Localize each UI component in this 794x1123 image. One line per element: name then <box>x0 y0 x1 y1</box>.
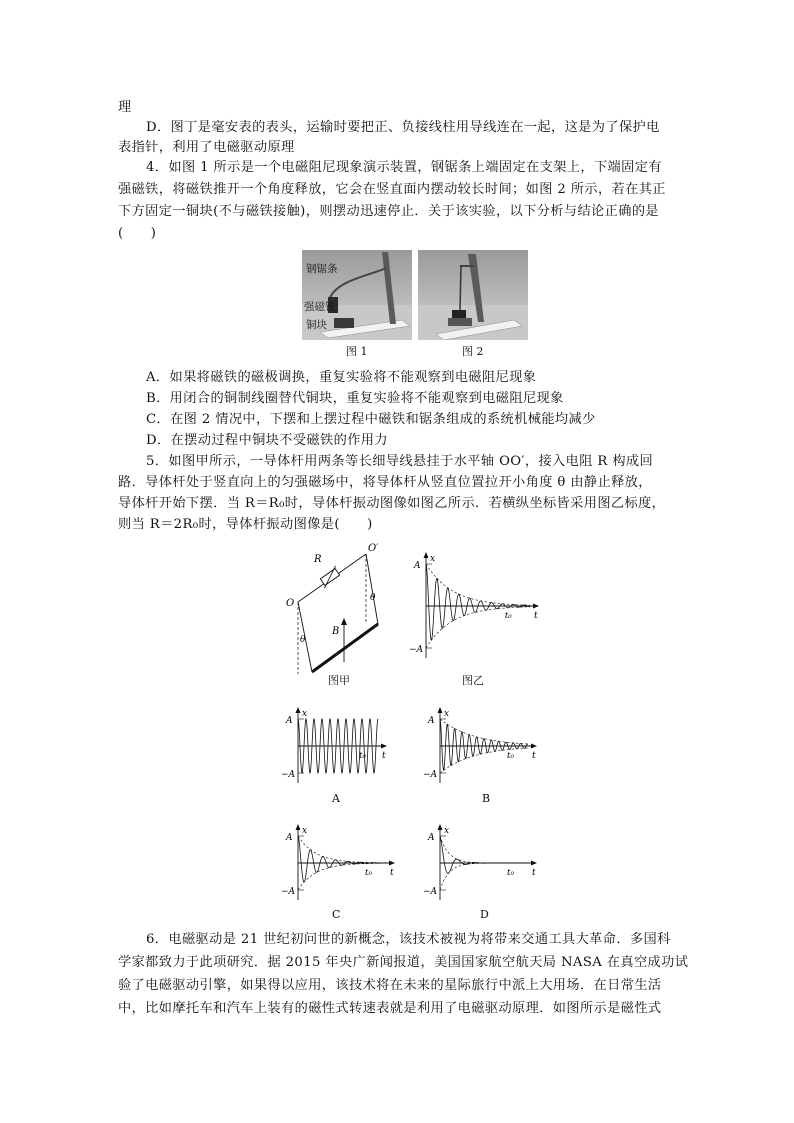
axis-label-x: x <box>444 826 450 836</box>
graph-choice-d <box>422 822 546 904</box>
label-theta: θ <box>300 635 306 645</box>
photo-figure-2 <box>418 250 528 340</box>
text-line: 6．电磁驱动是 21 世纪初问世的新概念，该技术被视为将带来交通工具大革命．多国科 <box>146 932 671 947</box>
label-theta: θ <box>370 593 376 603</box>
figure-caption: 图乙 <box>462 674 484 687</box>
axis-label-negA: −A <box>423 887 438 897</box>
text-line: 下方固定一铜块(不与磁铁接触)，则摆动迅速停止．关于该实验，以下分析与结论正确的是 <box>118 204 659 219</box>
text-line: 4．如图 1 所示是一个电磁阻尼现象演示装置，钢锯条上端固定在支架上，下端固定有 <box>146 160 662 175</box>
text-line: 路．导体杆处于竖直向上的匀强磁场中，将导体杆从竖直位置拉开小角度 θ 由静止释放， <box>118 475 652 490</box>
graph-choice-a <box>280 705 396 787</box>
oscillation-curve <box>440 836 528 873</box>
figure-jia <box>280 540 390 688</box>
option-line: A．如果将磁铁的磁极调换，重复实验将不能观察到电磁阻尼现象 <box>146 370 537 385</box>
photo-label: 钢锯条 <box>306 263 338 275</box>
label-R: R <box>314 554 322 565</box>
axis-label-negA: −A <box>409 645 424 655</box>
axis-label-t0: t₀ <box>359 751 366 761</box>
axis-label-A: A <box>428 716 435 726</box>
axis-label-negA: −A <box>281 887 296 897</box>
photo-figure-1 <box>302 250 412 340</box>
text-line: 中，比如摩托车和汽车上装有的磁性式转速表就是利用了电磁驱动原理．如图所示是磁性式 <box>118 1001 662 1016</box>
text-line: 理 <box>118 100 132 115</box>
axis-label-A: A <box>428 833 435 843</box>
text-line: 学家都致力于此项研究．据 2015 年央广新闻报道，美国国家航空航天局 NASA 在真空成功试 <box>118 955 689 970</box>
option-line: C．在图 2 情况中，下摆和上摆过程中磁铁和锯条组成的系统机械能均减少 <box>146 412 596 427</box>
axis-label-x: x <box>430 554 436 564</box>
figure-caption: 图甲 <box>328 674 350 687</box>
oscillation-curve <box>298 836 386 882</box>
axis-label-t: t <box>382 751 386 761</box>
text-line: 则当 R＝2R₀时，导体杆振动图像是( ) <box>118 517 373 532</box>
axis-label-t: t <box>534 611 538 621</box>
axis-label-negA: −A <box>281 770 296 780</box>
graph-choice-c <box>280 822 404 904</box>
axis-label-t0: t₀ <box>365 868 372 878</box>
axis-label-t: t <box>390 868 394 878</box>
text-line: 表指针，利用了电磁驱动原理 <box>118 140 295 155</box>
axis-label-x: x <box>302 826 308 836</box>
photo-label: 强磁铁 <box>304 301 336 313</box>
envelope-curve <box>440 863 528 890</box>
choice-letter: D <box>480 908 489 921</box>
label-O: O <box>286 598 295 609</box>
axis-label-t: t <box>532 751 536 761</box>
envelope-curve <box>298 863 386 890</box>
choice-letter: B <box>482 792 491 805</box>
axis-label-t0: t₀ <box>507 751 514 761</box>
oscillation-curve <box>440 719 528 770</box>
axis-label-x: x <box>302 709 308 719</box>
label-B: B <box>332 626 340 637</box>
text-line: 验了电磁驱动引擎，如果得以应用，该技术将在未来的星际旅行中派上大用场．在日常生活 <box>118 978 662 993</box>
text-line: D．图丁是毫安表的表头，运输时要把正、负接线柱用导线连在一起，这是为了保护电 <box>146 120 660 135</box>
envelope-curve <box>440 836 528 863</box>
axis-label-t0: t₀ <box>504 611 512 621</box>
text-line: 5．如图甲所示，一导体杆用两条等长细导线悬挂于水平轴 OO′，接入电阻 R 构成回 <box>146 454 654 469</box>
envelope-curve <box>426 564 530 605</box>
option-line: D．在摆动过程中铜块不受磁铁的作用力 <box>146 433 388 448</box>
oscillation-curve <box>426 564 530 640</box>
axis-label-A: A <box>286 716 293 726</box>
label-O-prime: O′ <box>368 543 379 554</box>
photo-label: 铜块 <box>306 319 327 331</box>
axis-label-t0: t₀ <box>507 868 514 878</box>
graph-choice-b <box>422 705 546 787</box>
option-line: B．用闭合的铜制线圈替代铜块，重复实验将不能观察到电磁阻尼现象 <box>146 391 564 406</box>
choice-letter: A <box>332 792 340 805</box>
figure-caption: 图 1 <box>346 345 368 358</box>
axis-label-A: A <box>286 833 293 843</box>
figure-caption: 图 2 <box>462 345 484 358</box>
text-line: 导体杆开始下摆．当 R＝R₀时，导体杆振动图像如图乙所示．若横纵坐标皆采用图乙标度， <box>118 496 666 511</box>
axis-label-t: t <box>532 868 536 878</box>
axis-label-x: x <box>444 709 450 719</box>
axis-label-negA: −A <box>423 770 438 780</box>
text-line: ( ) <box>118 226 157 241</box>
envelope-curve <box>298 836 386 863</box>
choice-letter: C <box>332 908 341 921</box>
axis-label-A: A <box>414 561 421 571</box>
envelope-curve <box>440 748 528 773</box>
text-line: 强磁铁，将磁铁推开一个角度释放，它会在竖直面内摆动较长时间；如图 2 所示，若在其正 <box>118 182 666 197</box>
graph-yi <box>408 550 548 662</box>
